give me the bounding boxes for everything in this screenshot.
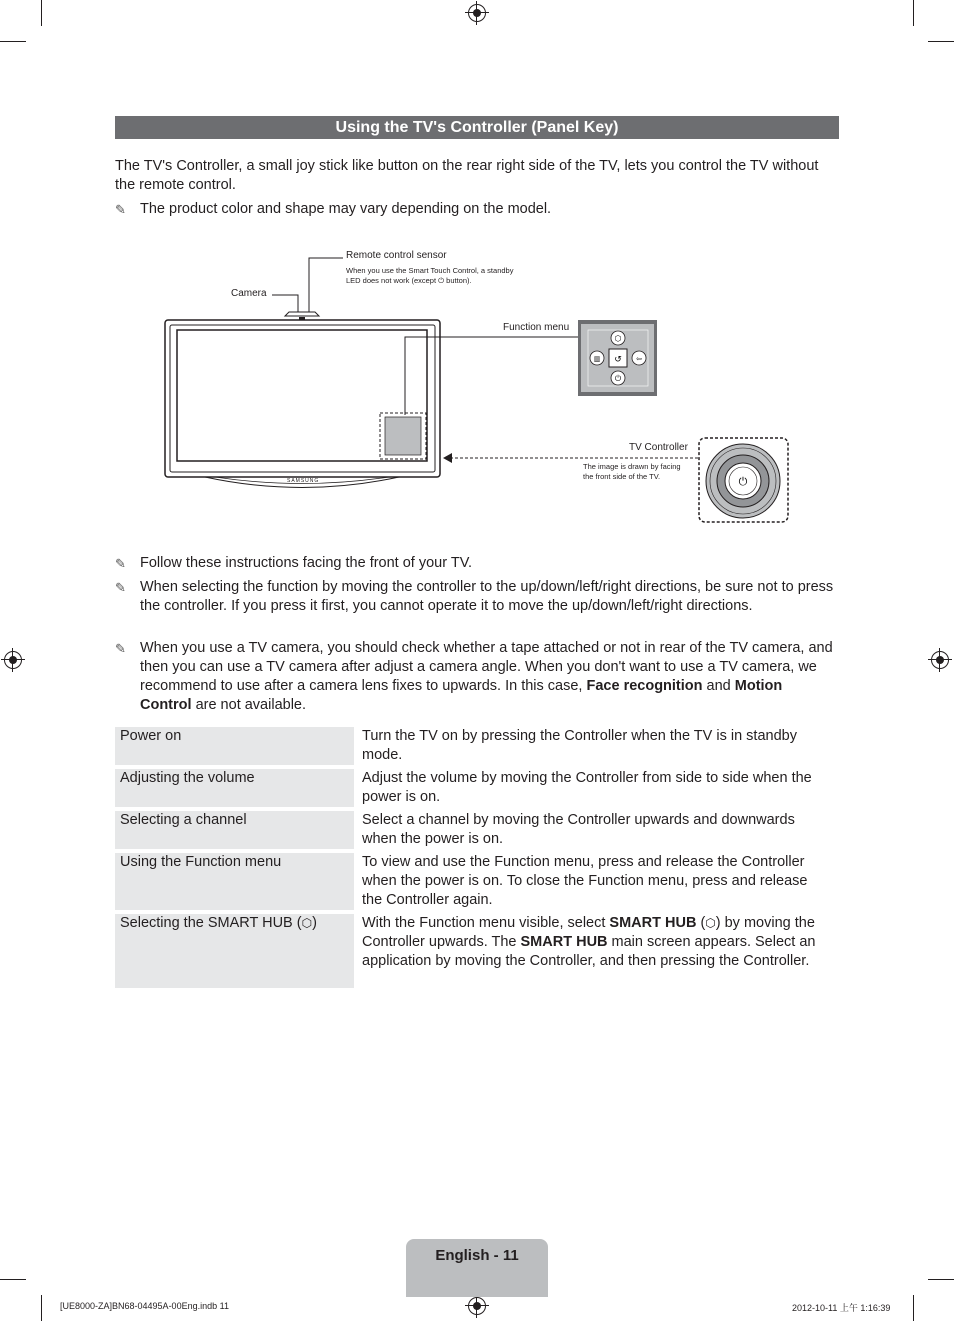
note-pencil-icon: ✎ [115,556,126,571]
registration-mark-icon [468,4,486,22]
tv-controller-note: The image is drawn by facing [583,462,681,471]
description-text: ( [696,915,706,931]
controller-functions-table [115,723,839,992]
intro-paragraph: The TV's Controller, a small joy stick like button on the rear right side of the TV, lets you control the TV without the remote control. [115,158,819,193]
note-pencil-icon: ✎ [115,641,126,656]
svg-text:⬡: ⬡ [614,334,622,343]
face-recognition-term: Face recognition [586,678,703,694]
tv-controller-diagram [115,240,839,530]
note-text: are not available. [191,697,307,713]
function-description: Turn the TV on by pressing the Controller when the TV is in standby mode. [354,727,839,765]
tv-controller-illustration [699,438,788,522]
page-number-tab: English - 11 [406,1239,548,1297]
function-name-text: ) [312,915,317,931]
svg-text:⏻: ⏻ [738,475,748,488]
description-text: With the Function menu visible, select [362,915,610,931]
crop-mark [913,1295,914,1321]
smart-hub-icon: ⬡ [301,916,313,930]
function-description [354,914,839,988]
note-text: When you use a TV camera, you should check whether a tape attached or not in rear of the TV camera, and then you can use a TV camera after adjust a camera angle. When you don't want to use a TV camera, we recommend to use after a camera lens fixes to upwards. In this case, [140,640,833,694]
description-text: main screen appears. Select an application by moving the Controller, and then pressing the Controller. [362,934,816,969]
tv-controller-label: TV Controller [629,442,688,453]
note-pencil-icon: ✎ [115,580,126,595]
function-name [115,914,354,988]
note-facing-front [115,554,835,573]
function-description: Select a channel by moving the Controller upwards and downwards when the power is on. [354,811,839,849]
registration-mark-icon [468,1297,486,1315]
function-name-text: Selecting the SMART HUB ( [120,915,302,931]
crop-mark [41,1295,42,1321]
motion-control-term: Motion Control [140,678,783,713]
file-slug: [UE8000-ZA]BN68-04495A-00Eng.indb 11 [60,1301,229,1311]
crop-mark [913,0,914,26]
crop-mark [41,0,42,26]
function-menu-label: Function menu [503,322,570,333]
svg-text:⏻: ⏻ [614,374,622,383]
crop-mark [928,1279,954,1280]
print-timestamp: 2012-10-11 上午 1:16:39 [792,1303,891,1313]
smart-hub-icon: ⬡ [705,916,716,930]
function-menu-illustration [578,320,657,396]
brand-logo: SAMSUNG [287,478,320,484]
tv-controller-note: the front side of the TV. [583,472,661,481]
function-name: Selecting a channel [115,811,354,849]
table-row [115,853,839,910]
note-text: The product color and shape may vary depending on the model. [140,201,552,217]
tv-illustration [165,312,440,488]
function-name: Adjusting the volume [115,769,354,807]
camera-label: Camera [231,288,267,299]
table-row [115,769,839,807]
svg-text:↺: ↺ [614,355,622,365]
crop-mark [0,41,26,42]
diagram-drawing [115,240,839,530]
function-description: Adjust the volume by moving the Controller from side to side when the power is on. [354,769,839,807]
note-directions [115,578,835,616]
registration-mark-icon [931,651,949,669]
registration-mark-icon [4,651,22,669]
table-row [115,727,839,765]
note-text: and [702,678,735,694]
note-text: When selecting the function by moving the controller to the up/down/left/right directions, be sure not to press the controller. If you press it first, you cannot operate it to move the up/down/left/right directions. [140,579,834,614]
function-name: Using the Function menu [115,853,354,910]
section-title: Using the TV's Controller (Panel Key) [115,116,839,139]
remote-sensor-note: When you use the Smart Touch Control, a standby [346,266,514,275]
remote-sensor-label: Remote control sensor [346,250,447,261]
description-text: ) by moving the Controller upwards. The [362,915,815,950]
smart-hub-term: SMART HUB [609,915,697,931]
svg-text:⇦: ⇦ [636,355,642,363]
svg-text:▥: ▥ [593,355,601,363]
crop-mark [0,1279,26,1280]
table-row [115,914,839,988]
note-camera [115,639,835,715]
table-row [115,811,839,849]
remote-sensor-note: LED does not work (except ⏻ button). [346,276,472,285]
note-model [115,200,835,219]
function-description: To view and use the Function menu, press and release the Controller when the power is on. To close the Function menu, press and release the Controller again. [354,853,839,910]
crop-mark [928,41,954,42]
note-pencil-icon: ✎ [115,202,126,217]
function-name: Power on [115,727,354,765]
smart-hub-term: SMART HUB [520,934,608,950]
note-text: Follow these instructions facing the front of your TV. [140,555,473,571]
